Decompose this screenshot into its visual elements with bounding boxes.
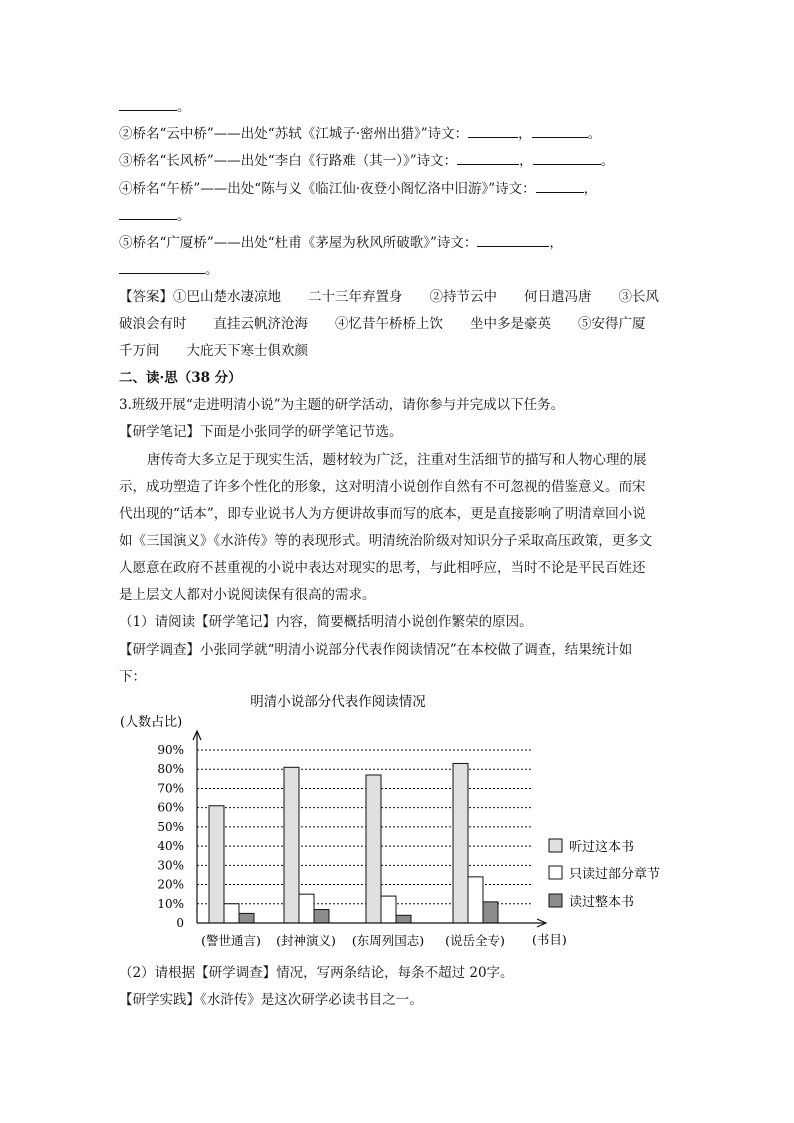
answer-blank[interactable] <box>457 150 519 165</box>
bar-1-4 <box>453 763 468 923</box>
chart-title: 明清小说部分代表作阅读情况 <box>250 694 426 710</box>
notes-paragraph-line: 如《三国演义》《水浒传》等的表现形式。明清统治阶级对知识分子采取高压政策，更多文 <box>119 533 653 549</box>
legend-swatch <box>549 894 562 907</box>
y-tick-label: 80% <box>157 762 184 777</box>
x-category-label: (警世通言) <box>201 933 261 948</box>
y-tick-label: 60% <box>157 800 184 815</box>
y-tick-label: 10% <box>157 896 184 911</box>
answer-blank[interactable] <box>533 150 601 165</box>
item3-label: ③桥名“长风桥”——出处“李白《行路难（其一）》”诗文： <box>119 153 458 169</box>
legend-label: 听过这本书 <box>569 840 635 855</box>
legend-swatch <box>549 839 562 852</box>
item1-tail: 。 <box>119 96 191 117</box>
answer-line-1: 【答案】①巴山楚水凄凉地 二十三年弃置身 ②持节云中 何日遣冯唐 ③长风 <box>119 289 659 305</box>
bar-1-2 <box>284 767 299 923</box>
q3-subquestion-1: （1）请阅读【研学笔记】内容，简要概括明清小说创作繁荣的原因。 <box>119 614 533 630</box>
item5-line2: 。 <box>119 259 219 280</box>
answer-blank[interactable] <box>477 232 549 247</box>
q3-survey-line-2: 下： <box>119 669 146 685</box>
notes-paragraph-line: 示，成功塑造了许多个性化的形象，这对明清小说创作自然有不可忽视的借鉴意义。而宋 <box>119 479 646 495</box>
item4-label: ④桥名“午桥”——出处“陈与义《临江仙·夜登小阁忆洛中旧游》”诗文： <box>119 181 536 197</box>
q3-intro: 3.班级开展“走进明清小说”为主题的研学活动，请你参与并完成以下任务。 <box>119 397 565 413</box>
y-tick-label: 50% <box>157 819 184 834</box>
bar-3-4 <box>483 902 498 923</box>
item4-line: ④桥名“午桥”——出处“陈与义《临江仙·夜登小阁忆洛中旧游》”诗文： ， <box>119 178 597 199</box>
bar-2-2 <box>299 894 314 923</box>
item2-line: ②桥名“云中桥”——出处“苏轼《江城子·密州出猎》”诗文： ， 。 <box>119 123 601 144</box>
bar-3-2 <box>314 910 329 923</box>
answer-blank[interactable] <box>119 205 177 220</box>
reading-survey-chart <box>0 680 794 960</box>
notes-paragraph-line: 代出现的“话本”，即专业说书人为方便讲故事而写的底本，更是直接影响了明清章回小说 <box>119 506 646 522</box>
x-category-label: (说岳全专) <box>445 933 505 948</box>
notes-paragraph-line: 唐传奇大多立足于现实生活，题材较为广泛，注重对生活细节的描写和人物心理的展 <box>147 452 647 468</box>
q3-practice: 【研学实践】《水浒传》是这次研学必读书目之一。 <box>119 992 423 1008</box>
item5-line: ⑤桥名“广厦桥”——出处“杜甫《茅屋为秋风所破歌》”诗文： ， <box>119 232 563 253</box>
bar-2-4 <box>468 877 483 923</box>
item5-label: ⑤桥名“广厦桥”——出处“杜甫《茅屋为秋风所破歌》”诗文： <box>119 235 478 251</box>
y-tick-label: 20% <box>157 877 184 892</box>
item4-line2: 。 <box>119 205 191 226</box>
answer-blank[interactable] <box>119 96 177 111</box>
item2-label: ②桥名“云中桥”——出处“苏轼《江城子·密州出猎》”诗文： <box>119 126 469 142</box>
bar-3-1 <box>239 913 254 923</box>
item3-line: ③桥名“长风桥”——出处“李白《行路难（其一）》”诗文： ， 。 <box>119 150 614 171</box>
bar-2-1 <box>224 904 239 923</box>
y-tick-label: 30% <box>157 858 184 873</box>
notes-paragraph-line: 是上层文人都对小说阅读保有很高的需求。 <box>119 587 376 603</box>
bar-2-3 <box>381 896 396 923</box>
answer-blank[interactable] <box>119 259 205 274</box>
q3-notes-heading: 【研学笔记】下面是小张同学的研学笔记节选。 <box>119 424 403 440</box>
answer-blank[interactable] <box>468 123 518 138</box>
bar-3-3 <box>396 915 411 923</box>
legend-label: 只读过部分章节 <box>569 867 661 882</box>
x-axis-label: (书目) <box>532 932 567 947</box>
y-tick-label: 0 <box>176 916 184 930</box>
answer-blank[interactable] <box>532 123 588 138</box>
y-tick-label: 90% <box>157 743 184 757</box>
q3-survey-line-1: 【研学调查】小张同学就“明清小说部分代表作阅读情况”在本校做了调查，结果统计如 <box>119 642 633 658</box>
q3-subquestion-2: （2）请根据【研学调查】情况，写两条结论，每条不超过 20字。 <box>119 965 514 981</box>
legend-label: 读过整本书 <box>569 895 635 910</box>
x-category-label: (封神演义) <box>276 933 336 948</box>
x-category-label: (东周列国志) <box>351 933 425 948</box>
answer-line-2: 破浪会有时 直挂云帆济沧海 ④忆昔午桥桥上饮 坐中多是豪英 ⑤安得广厦 <box>119 316 646 332</box>
y-axis-label: (人数占比) <box>120 715 183 730</box>
bar-1-3 <box>366 775 381 923</box>
bar-1-1 <box>209 806 224 923</box>
y-tick-label: 70% <box>157 781 184 796</box>
answer-blank[interactable] <box>536 178 584 193</box>
answer-line-3: 千万间 大庇天下寒士俱欢颜 <box>119 343 308 359</box>
notes-paragraph-line: 人愿意在政府不甚重视的小说中表达对现实的思考，与此相呼应，当时不论是平民百姓还 <box>119 560 646 576</box>
legend-swatch <box>549 866 562 879</box>
section-title: 二、读·思（38 分） <box>119 370 242 386</box>
y-tick-label: 40% <box>157 839 184 854</box>
